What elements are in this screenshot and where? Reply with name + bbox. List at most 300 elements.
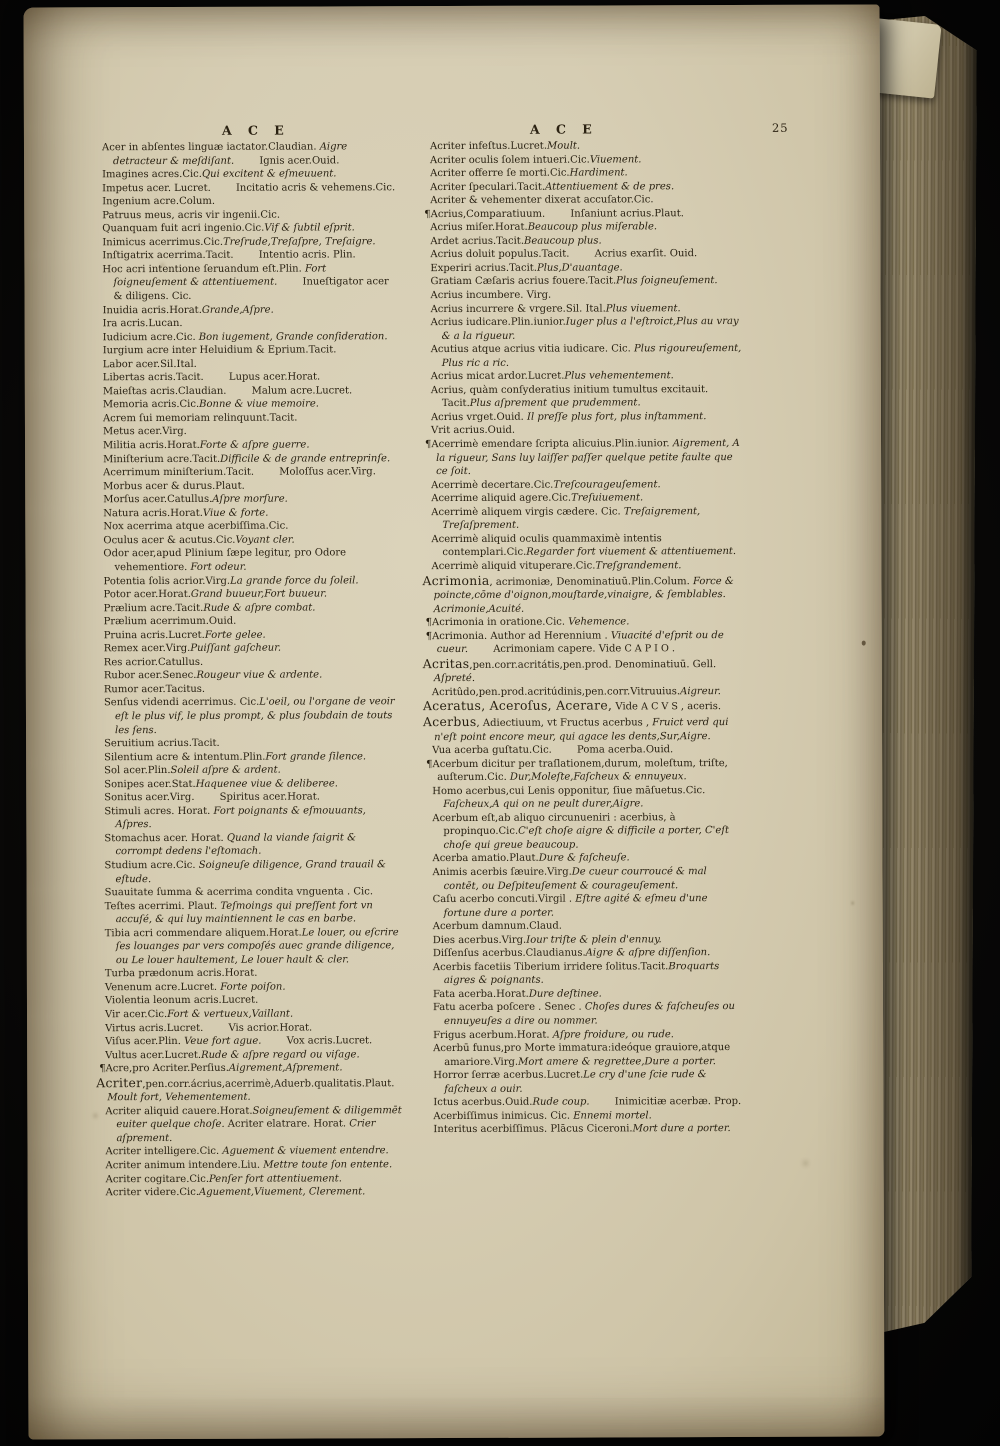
french-gloss: Soigneuſement & diligemmēt euiter quelque choſe. — [116, 1105, 402, 1131]
dictionary-entry — [103, 438, 400, 453]
french-gloss: Il preſſe plus fort, plus inſtamment. — [527, 411, 707, 423]
french-gloss: Aigrement,Aſprement. — [228, 1062, 343, 1074]
dictionary-entry — [104, 601, 401, 616]
dictionary-entry — [426, 629, 743, 657]
dictionary-entry — [103, 357, 400, 372]
right-column — [422, 139, 744, 1137]
dictionary-entry — [431, 383, 742, 411]
dictionary-entry — [430, 166, 741, 181]
latin-text: ¶Acre,pro Acriter.Perſius. — [99, 1062, 229, 1075]
french-gloss: De cueur courroucé & mal contēt, ou Deſpiteuſement & courageuſement. — [443, 866, 707, 892]
french-gloss: Fort odeur. — [190, 561, 247, 573]
dictionary-entry — [430, 234, 741, 249]
dictionary-entry — [104, 587, 401, 602]
dictionary-entry — [433, 919, 744, 934]
dictionary-entry — [102, 262, 399, 304]
latin-text: ¶Acrimonia. Author ad Herennium . — [425, 630, 611, 642]
french-gloss: Rude & aſpre regard ou viſage. — [201, 1048, 360, 1061]
french-gloss: Viue & forte. — [202, 507, 269, 519]
dictionary-entry — [433, 933, 744, 948]
latin-text: Stomachus acer. Horat. — [104, 832, 227, 845]
latin-text: Acrius micat ardor.Lucret. — [430, 370, 565, 383]
latin-text: Ingenium acre.Colum. — [102, 196, 216, 208]
dictionary-entry — [102, 221, 399, 236]
latin-text: Acriter animum intendere.Liu. — [105, 1159, 264, 1172]
dictionary-entry — [102, 167, 399, 182]
french-gloss: Plus vehementement. — [564, 370, 674, 382]
latin-text: Acrius doluit populus.Tacit. — [430, 248, 573, 261]
dictionary-entry — [433, 987, 744, 1002]
dictionary-entry — [103, 574, 400, 589]
dictionary-entry — [431, 491, 742, 506]
french-gloss: Treſuiuement. — [571, 492, 644, 504]
latin-text: Acrius iudicare.Plin.iunior. — [430, 316, 566, 329]
latin-text: Fatu acerba poſcere . Senec . — [432, 1001, 585, 1014]
dictionary-entry — [430, 180, 741, 195]
latin-text: Horror ſerræ acerbus.Lucret. — [433, 1069, 584, 1082]
latin-text: Rubor acer.Senec. — [103, 670, 197, 682]
latin-text: Acrius vrget.Ouid. — [430, 411, 528, 424]
dictionary-entry — [103, 384, 400, 399]
latin-text: Tibia acri commendare aliquem.Horat. — [104, 927, 302, 939]
french-gloss: Vehemence. — [568, 616, 630, 628]
dictionary-entry — [104, 750, 401, 765]
french-gloss: Attentiuement & de pres. — [545, 180, 675, 193]
dictionary-entry — [96, 1075, 402, 1105]
dictionary-entry — [103, 452, 400, 467]
latin-text: Vir acer.Cic. — [105, 1009, 168, 1021]
latin-text: Acerbis facetiis Tiberium irridere ſolitus.Tacit. — [432, 961, 669, 973]
latin-text: Vua acerba guſtatu.Cic. — [432, 744, 556, 757]
latin-text: Acrius, quàm conſyderatius initium tumultus excitauit. Tacit. — [430, 383, 709, 410]
dictionary-entry — [430, 274, 741, 289]
latin-text: ¶Acerrimè emendare ſcripta alicuius.Plin.iunior. — [425, 438, 673, 451]
dictionary-entry — [430, 153, 741, 168]
french-gloss: Le louer, ou eſcrire ſes louanges par vers compoſés auec grande diligence, ou Le louer haultement, Le louer hault & cler. — [115, 926, 399, 966]
french-gloss: Hardiment. — [569, 167, 628, 179]
running-head-right: A C E — [529, 121, 598, 137]
dictionary-entry — [431, 478, 742, 493]
latin-text: Interitus acerbiſſimus. Plācus Ciceroni. — [433, 1123, 633, 1136]
latin-text: Acer in abſentes linguæ iactator.Claudian. — [101, 141, 320, 154]
latin-text: Quanquam fuit acri ingenio.Cic. — [102, 222, 265, 235]
french-gloss: Grand buueur,Fort buueur. — [190, 588, 328, 600]
latin-text: Inſtigatrix acerrima.Tacit. — [102, 250, 237, 262]
dictionary-entry — [102, 208, 399, 223]
latin-text: Sol acer.Plin. — [104, 765, 171, 777]
dictionary-entry — [106, 1158, 403, 1173]
french-gloss: La grande force du ſoleil. — [230, 574, 359, 587]
latin-text: Patruus meus, acris vir ingenii.Cic. — [102, 209, 281, 221]
french-gloss: Forte poiſon. — [220, 981, 286, 993]
french-gloss: Treſaigrement, Treſaſprement. — [442, 505, 701, 532]
french-gloss: Choſes dures & faſcheuſes ou ennuyeuſes a dire ou nommer. — [444, 1001, 735, 1028]
dictionary-entry — [430, 220, 741, 235]
dictionary-entry — [432, 811, 743, 853]
latin-text: Ictus acerbus.Ouid. — [433, 1097, 533, 1109]
latin-text: Vide — [612, 701, 642, 713]
french-gloss: Regarder fort viuement & attentiuement. — [526, 546, 737, 559]
latin-text: Maieſtas acris.Claudian. — [102, 385, 230, 398]
dictionary-entry — [103, 547, 400, 575]
latin-text: Turba prædonum acris.Horat. — [104, 968, 258, 980]
dictionary-entry — [431, 315, 742, 343]
dictionary-entry — [433, 1041, 744, 1069]
french-gloss: Plus rigoureuſement, Plus ric a ric. — [441, 343, 742, 369]
latin-text: Acerrime aliquid agere.Cic. — [431, 492, 572, 505]
latin-text: Inueſtigator acer & diligens. Cic. — [113, 276, 389, 303]
french-gloss: Moult. — [546, 140, 581, 152]
dictionary-entry — [103, 506, 400, 521]
dictionary-entry — [433, 1109, 744, 1124]
dictionary-entry — [423, 698, 743, 715]
latin-text: Res acrior.Catullus. — [103, 656, 204, 669]
dictionary-entry — [426, 615, 743, 630]
french-gloss: Eſtre agité & eſmeu d'une fortune dure a porter. — [443, 893, 708, 919]
latin-text: Memoria acris.Cic. — [102, 399, 200, 411]
dictionary-entry — [102, 140, 399, 168]
dictionary-entry — [104, 682, 401, 697]
french-gloss: Penſer fort attentiuement. — [208, 1172, 342, 1185]
latin-text: Acrem ſui memoriam relinquunt.Tacit. — [102, 412, 298, 425]
book-page-edges — [867, 16, 977, 1336]
latin-text: Militia acris.Horat. — [103, 439, 200, 452]
latin-text: Acriter offerre ſe morti.Cic. — [430, 167, 570, 180]
latin-text: Acriter & vehementer dixerat accuſator.Cic. — [430, 194, 654, 207]
latin-text: ¶Acerbum dicitur per traſlationem,durum, moleſtum, triſte, auſterum.Cic. — [426, 757, 728, 784]
french-gloss: Beaucoup plus miſerable. — [527, 221, 658, 234]
french-gloss: Haquenee viue & deliberee. — [195, 778, 338, 790]
french-gloss: Aigre detracteur & meſdiſant. — [113, 141, 348, 167]
latin-text: Poma acerba.Ouid. — [577, 744, 674, 756]
dictionary-entry — [433, 946, 744, 961]
french-gloss: Qui excitent & eſmeuuent. — [201, 168, 337, 180]
dictionary-entry — [102, 235, 399, 250]
dictionary-entry — [104, 790, 401, 805]
latin-text: Acriter oculis ſolem intueri.Cic. — [430, 154, 590, 166]
french-gloss: Crier aſprement. — [116, 1118, 376, 1145]
latin-text: Inuidia acris.Horat. — [102, 304, 202, 316]
french-gloss: Aſpre froidure, ou rude. — [552, 1028, 674, 1041]
french-gloss: Plus viuement. — [605, 302, 681, 315]
latin-text: Intentio acris. Plin. — [258, 249, 356, 262]
latin-text: Acrius incumbere. Virg. — [430, 289, 552, 302]
latin-text: Vis acrior.Horat. — [228, 1022, 313, 1034]
latin-text: Hoc acri intentione ſeruandum eſt.Plin. — [102, 263, 305, 276]
latin-text: Acriter videre.Cic. — [105, 1187, 200, 1199]
french-gloss: Veue fort ague. — [184, 1035, 265, 1048]
latin-text: Acerbum damnum.Claud. — [432, 920, 562, 933]
french-gloss: Viuacité d'eſprit ou de cueur. — [436, 629, 724, 656]
french-gloss: Plus ſoigneuſement. — [616, 275, 718, 287]
latin-text: Imagines acres.Cic. — [102, 168, 202, 181]
latin-text: Incitatio acris & vehemens.Cic. — [235, 181, 396, 194]
french-gloss: Treſcourageuſement. — [553, 478, 661, 491]
dictionary-entry — [103, 343, 400, 358]
cross-reference: ACVS — [641, 701, 681, 713]
french-gloss: Mort amere & regrettee,Dure a porter. — [518, 1055, 716, 1068]
latin-text: Ira acris.Lucan. — [102, 318, 183, 330]
dictionary-entry — [433, 1028, 744, 1043]
french-gloss: Faſcheux,A qui on ne peult durer,Aigre. — [443, 798, 644, 811]
french-gloss: Forte gelee. — [204, 629, 266, 641]
latin-text: , acrimoniæ, Denominatiuū.Plin.Colum. — [489, 575, 693, 588]
latin-text: Diſſenſus acerbus.Claudianus. — [432, 947, 586, 960]
latin-text: Impetus acer. Lucret. — [102, 182, 214, 194]
latin-text: ,pen.corr.ácrius,acerrimè,Aduerb.qualitatis.Plaut. — [142, 1077, 395, 1090]
latin-text: Sonipes acer.Stat. — [104, 778, 196, 790]
latin-text: Caſu acerbo concuti.Virgil . — [432, 893, 576, 906]
latin-text: Senſus videndi acerrimus. Cic. — [103, 697, 260, 709]
latin-text: Acerbum eſt,ab aliquo circunueniri : acerbius, à propinquo.Cic. — [432, 812, 676, 838]
dictionary-entry — [103, 465, 400, 480]
french-gloss: Aigre & aſpre diſſenſion. — [585, 947, 711, 959]
french-gloss: Le cry d'une ſcie rude & faſcheux a ouir. — [444, 1069, 707, 1095]
dictionary-entry — [105, 885, 402, 900]
latin-text: ¶Acrimonia in oratione.Cic. — [425, 616, 569, 629]
french-gloss: Force & poincte,cōme d'oignon,mouſtarde,vinaigre, & ſemblables. Acrimonie,Acuité. — [433, 575, 734, 615]
latin-text: Acrius exarſit. Ouid. — [594, 248, 698, 260]
latin-text: Gratiam Cæſaris acrius fouere.Tacit. — [430, 275, 617, 288]
latin-text: Ardet acrius.Tacit. — [430, 235, 525, 247]
dictionary-entry — [105, 1007, 402, 1022]
latin-text: Labor acer.Sil.Ital. — [102, 358, 197, 370]
lemma-headword: Acrimonia — [422, 572, 490, 588]
french-gloss: Mort dure a porter. — [632, 1123, 731, 1135]
dictionary-entry — [105, 1145, 402, 1160]
latin-text: Acrimoniam capere. Vide — [493, 643, 625, 656]
french-gloss: Dure deſtinee. — [528, 988, 602, 1000]
latin-text: Rumor acer.Tacitus. — [103, 683, 206, 696]
cross-reference: CAPIO — [624, 643, 672, 655]
dictionary-entry — [102, 181, 399, 196]
latin-text: Acerbiſſimus inimicus. Cic. — [433, 1110, 574, 1122]
latin-text: Odor acer,apud Plinium ſæpe legitur, pro Odore vehementiore. — [103, 547, 347, 574]
dictionary-entry — [423, 714, 743, 744]
lemma-headword: Acritas — [422, 655, 470, 671]
latin-text: Acerrimè aliquid oculis quammaximè intentis contemplari.Cic. — [431, 533, 662, 559]
latin-text: Vultus acer.Lucret. — [105, 1049, 202, 1061]
french-gloss: Iuger plus a l'eſtroict,Plus au vray & a la rigueur. — [441, 316, 739, 342]
french-gloss: Aigreur. — [680, 685, 721, 698]
latin-text: Seruitium acrius.Tacit. — [104, 737, 220, 750]
french-gloss: Aſpre morſure. — [212, 493, 288, 506]
latin-text: Acerrimè aliquem virgis cædere. Cic. — [431, 506, 624, 518]
dictionary-entry — [432, 784, 743, 812]
french-gloss: Aigrement, A la rigueur, Sans luy laiſſer paſſer quelque petite faulte que ce ſoit. — [436, 438, 740, 478]
dictionary-entry — [102, 249, 399, 264]
lemma-headword: Aceratus, Aceroſus, Acerare, — [422, 697, 613, 714]
paper-stains — [862, 641, 866, 646]
latin-text: Homo acerbus,cui Lenis opponitur, ſiue māſuetus.Cic. — [432, 784, 706, 797]
french-gloss: Soigneuſe diligence, Grand trauail & eſtude. — [115, 859, 386, 885]
lemma-headword: Acriter — [96, 1074, 143, 1090]
french-gloss: Plus,D'auantage. — [536, 262, 623, 274]
dictionary-entry — [431, 342, 742, 370]
french-gloss: Soleil aſpre & ardent. — [170, 764, 281, 777]
latin-text: Studium acre.Cic. — [104, 859, 199, 872]
dictionary-entry — [103, 519, 400, 534]
latin-text: Inſaniunt acrius.Plaut. — [570, 207, 684, 220]
latin-text: Acriter aliquid cauere.Horat. — [105, 1105, 253, 1118]
dictionary-entry — [103, 533, 400, 548]
latin-text: Morbus acer & durus.Plaut. — [103, 480, 245, 492]
dictionary-entry — [104, 641, 401, 656]
latin-text: Teſtes acerrimi. Plaut. — [104, 900, 221, 912]
dictionary-entry — [430, 139, 741, 154]
dictionary-entry — [103, 303, 400, 318]
dictionary-entry — [430, 193, 741, 208]
latin-text: ¶Acrius,Comparatiuum. — [424, 208, 549, 220]
latin-text: Nox acerrima atque acerbiſſima.Cic. — [103, 520, 289, 533]
latin-text: Metus acer.Virg. — [102, 426, 187, 438]
french-gloss: Rude coup. — [532, 1096, 593, 1109]
page-number: 25 — [771, 120, 789, 135]
dictionary-entry — [106, 1172, 403, 1187]
french-gloss: Plus aſprement que prudemment. — [469, 397, 641, 410]
latin-text: Prælium acre.Tacit. — [103, 602, 204, 614]
latin-text: . — [671, 643, 676, 655]
french-gloss: Dure & faſcheuſe. — [538, 852, 630, 865]
latin-text: , aceris. — [680, 701, 722, 713]
latin-text: Acrius miſer.Horat. — [430, 222, 528, 234]
dictionary-entry — [104, 614, 401, 629]
dictionary-entry — [431, 369, 742, 384]
latin-text: Spiritus acer.Horat. — [219, 791, 320, 804]
dictionary-entry — [103, 370, 400, 385]
latin-text: Suauitate ſumma & acerrima condita vnguenta . Cic. — [104, 886, 374, 899]
dictionary-entry — [104, 858, 401, 886]
dictionary-entry — [424, 207, 741, 222]
dictionary-entry — [433, 1000, 744, 1028]
dictionary-entry — [103, 479, 400, 494]
dictionary-entry — [426, 757, 743, 785]
french-gloss: Iour triſte & plein d'ennuy. — [526, 933, 662, 946]
latin-text: Libertas acris.Tacit. — [102, 372, 207, 384]
lemma-headword: Acerbus — [422, 713, 477, 730]
dictionary-entry — [102, 194, 399, 209]
latin-text: Acriter intelligere.Cic. — [105, 1146, 223, 1158]
french-gloss: Difficile & de grande entreprinſe. — [220, 452, 391, 465]
french-gloss: Forte & aſpre guerre. — [199, 439, 310, 451]
latin-text: Prælium acerrimum.Ouid. — [103, 615, 237, 628]
latin-text: Acriter ſpeculari.Tacit. — [430, 181, 546, 193]
french-gloss: Voyant cler. — [235, 534, 295, 546]
french-gloss: Fort poignants & eſmouuants, Aſpres. — [115, 805, 366, 831]
dictionary-entry — [433, 865, 744, 893]
book-page — [24, 5, 885, 1440]
dictionary-entry — [105, 980, 402, 995]
dictionary-entry — [105, 994, 402, 1009]
french-gloss: Grande,Aſpre. — [201, 304, 274, 316]
latin-text: Acrius incurrere & vrgere.Sil. Ital. — [430, 303, 606, 315]
latin-text: Natura acris.Horat. — [103, 507, 203, 519]
latin-text: Virtus acris.Lucret. — [105, 1022, 207, 1034]
french-gloss: Mettre toute ſon entente. — [263, 1159, 393, 1171]
french-gloss: Ennemi mortel. — [573, 1110, 652, 1122]
dictionary-entry — [431, 302, 742, 317]
latin-text: Malum acre.Lucret. — [251, 385, 353, 397]
latin-text: Animis acerbis ſæuire.Virg. — [432, 866, 572, 879]
latin-text: Pruina acris.Lucret. — [103, 629, 205, 641]
dictionary-entry — [103, 330, 400, 345]
dictionary-entry — [104, 628, 401, 643]
french-gloss: Treſgrandement. — [595, 560, 682, 572]
dictionary-entry — [432, 743, 743, 758]
latin-text: Acerrimè aliquid vituperare.Cic. — [431, 560, 596, 573]
latin-text: , Adiectiuum, vt Fructus acerbus , — [476, 717, 653, 729]
latin-text: Sonitus acer.Virg. — [104, 792, 198, 804]
latin-text: Acerrimè decertare.Cic. — [431, 479, 554, 491]
french-gloss: Dur,Moleſte,Faſcheux & ennuyeux. — [509, 771, 687, 783]
latin-text: Acutius atque acrius vitia iudicare. Cic. — [430, 343, 635, 356]
french-gloss: Aguement,Viuement, Clerement. — [198, 1186, 366, 1199]
french-gloss: Fruict verd qui n'eſt point encore meur, qui agace les dents,Sur,Aigre. — [434, 717, 729, 743]
french-gloss: Treſrude,Treſaſpre, Treſaigre. — [223, 236, 376, 248]
latin-text: Viſus acer.Plin. — [105, 1036, 185, 1048]
dictionary-entry — [106, 1185, 403, 1200]
latin-text: Vox acris.Lucret. — [286, 1035, 373, 1047]
french-gloss: Aguement & viuement entendre. — [222, 1145, 389, 1158]
dictionary-entry — [104, 763, 401, 778]
dictionary-entry — [103, 425, 400, 440]
french-gloss: Bon iugement, Grande conſideration. — [198, 330, 388, 343]
latin-text: Acerba amatio.Plaut. — [432, 853, 539, 865]
latin-text: Venenum acre.Lucret. — [104, 981, 221, 994]
latin-text: ,pen.corr.acritátis,pen.prod. Denominatiuū. Gell. — [469, 658, 717, 671]
dictionary-entry — [430, 261, 741, 276]
dictionary-entry — [423, 656, 743, 686]
dictionary-entry — [433, 1122, 744, 1137]
latin-text: Fata acerba.Horat. — [432, 988, 529, 1000]
dictionary-entry — [105, 1048, 402, 1063]
latin-text: Dies acerbus.Virg. — [432, 934, 527, 946]
running-head-left: A C E — [221, 122, 290, 138]
french-gloss: Aſpreté. — [433, 673, 476, 685]
latin-text: Inimicitiæ acerbæ. Prop. — [614, 1096, 742, 1108]
latin-text: Iudicium acre.Cic. — [102, 331, 199, 343]
dictionary-entry — [104, 669, 401, 684]
dictionary-entry — [433, 1068, 744, 1096]
dictionary-entry — [430, 247, 741, 262]
latin-text: Frigus acerbum.Horat. — [433, 1029, 553, 1041]
latin-text: Stimuli acres. Horat. — [104, 805, 214, 818]
french-gloss: Beaucoup plus. — [523, 235, 602, 247]
latin-text: Silentium acre & intentum.Plin. — [104, 751, 266, 763]
latin-text: Oculus acer & acutus.Cic. — [103, 534, 236, 547]
dictionary-entry — [103, 411, 400, 426]
latin-text: Miniſterium acre.Tacit. — [103, 453, 221, 465]
french-gloss: Vif & ſubtil eſprit. — [264, 222, 355, 234]
latin-text: Acerrimum miniſterium.Tacit. — [103, 466, 258, 479]
dictionary-entry — [105, 899, 402, 927]
latin-text: Ignis acer.Ouid. — [259, 154, 340, 167]
latin-text: Acriter elatrare. Horat. — [227, 1118, 350, 1131]
latin-text: Experiri acrius.Tacit. — [430, 262, 537, 275]
latin-text: Acerbū funus,pro Morte immatura:ideóque grauiore,atque amariore.Virg. — [433, 1042, 731, 1068]
dictionary-entry — [432, 851, 743, 866]
latin-text: Lupus acer.Horat. — [228, 371, 321, 384]
dictionary-entry — [431, 559, 742, 574]
latin-text: Vrit acrius.Ouid. — [430, 425, 516, 437]
dictionary-entry — [105, 1021, 402, 1036]
french-gloss: Teſmoings qui preſſent fort vn accuſé, & qui luy maintiennent le cas en barbe. — [115, 899, 373, 926]
dictionary-entry — [105, 967, 402, 982]
latin-text: Morſus acer.Catullus. — [103, 494, 213, 506]
dictionary-entry — [104, 655, 401, 670]
latin-text: Acritûdo,pen.prod.acritúdinis,pen.corr.Vitruuius. — [431, 686, 681, 698]
french-gloss: Fort & vertueux,Vaillant. — [167, 1008, 294, 1021]
